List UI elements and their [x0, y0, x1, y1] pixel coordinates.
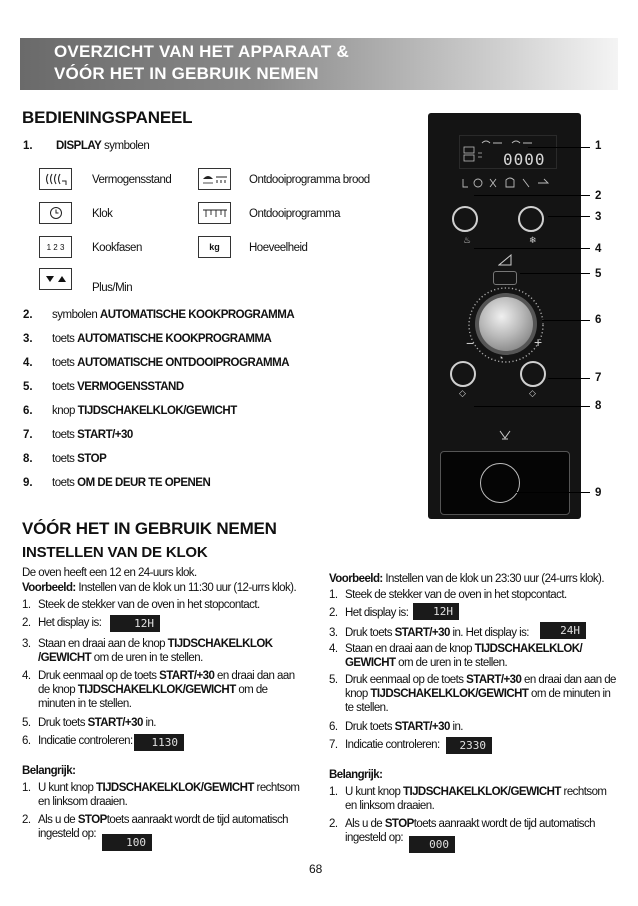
lcd-display-12h: 12H: [413, 603, 459, 620]
step-number: 3.: [329, 627, 338, 639]
callout-line: [520, 273, 590, 274]
note-number: 2.: [22, 814, 31, 826]
example-12h: Voorbeeld: Instellen van de klok un 11:30 uur (12-urrs klok).: [22, 582, 297, 594]
start-glyph-icon: ◇: [459, 388, 466, 398]
callout-line: [516, 492, 590, 493]
step-number: 4.: [22, 670, 31, 682]
callout-line: [474, 195, 590, 196]
control-panel-illustration: [428, 113, 581, 519]
note-text: U kunt knop TIJDSCHAKELKLOK/GEWICHT rechtsom en linksom draaien.: [38, 782, 300, 808]
item-power-button: toets VERMOGENSSTAND: [52, 381, 184, 393]
knob-minus-icon: −: [466, 335, 475, 351]
callout-line: [548, 378, 590, 379]
item-number: 4.: [23, 357, 33, 369]
step-text: Steek de stekker van de oven in het stopcontact.: [345, 589, 567, 601]
auto-cook-glyph-icon: ♨: [463, 235, 472, 245]
item-stop-button: toets STOP: [52, 453, 107, 465]
section-title-control-panel: BEDIENINGSPANEEL: [22, 108, 193, 127]
cooking-stages-icon: 1 2 3: [39, 236, 72, 258]
weight-icon: kg: [198, 236, 231, 258]
note-text: Als u de STOPtoets aanraakt wordt de tijd automatisch ingesteld op:: [38, 814, 288, 840]
bread-defrost-icon: [198, 168, 231, 190]
start-button[interactable]: [450, 361, 476, 387]
item-auto-cook-button: toets AUTOMATISCHE KOOKPROGRAMMA: [52, 333, 272, 345]
step-text: Druk toets START/+30 in.: [345, 721, 463, 733]
item-start-button: toets START/+30: [52, 429, 133, 441]
knob-plus-icon: +: [534, 334, 543, 350]
step-number: 2.: [22, 617, 31, 629]
callout-line: [474, 248, 590, 249]
panel-display-readout: 0000: [503, 150, 546, 169]
item-auto-defrost-button: toets AUTOMATISCHE ONTDOOIPROGRAMMA: [52, 357, 290, 369]
important-title: Belangrijk:: [329, 769, 383, 781]
symbol-label-plus-min: Plus/Min: [92, 282, 133, 294]
callout-5: 5: [595, 268, 602, 280]
lcd-display-000: 000: [409, 836, 455, 853]
callout-line: [548, 216, 590, 217]
note-text: Als u de STOPtoets aanraakt wordt de tijd automatisch ingesteld op:: [345, 818, 595, 844]
callout-9: 9: [595, 487, 602, 499]
lcd-display-12h: 12H: [110, 615, 160, 632]
note-number: 1.: [329, 786, 338, 798]
callout-6: 6: [595, 314, 602, 326]
important-title: Belangrijk:: [22, 765, 76, 777]
auto-defrost-glyph-icon: ❄: [529, 235, 537, 245]
callout-1: 1: [595, 140, 602, 152]
chapter-header: [20, 38, 618, 90]
step-number: 6.: [22, 735, 31, 747]
step-number: 5.: [329, 674, 338, 686]
symbol-label-bread-defrost: Ontdooiprogramma brood: [249, 174, 370, 186]
section-title-before-use: VÓÓR HET IN GEBRUIK NEMEN: [22, 519, 277, 538]
power-level-icon: [498, 254, 512, 266]
step-text: Het display is:: [345, 607, 409, 619]
lcd-display-1130: 1130: [134, 734, 184, 751]
step-number: 5.: [22, 717, 31, 729]
callout-line: [474, 406, 590, 407]
note-number: 1.: [22, 782, 31, 794]
symbol-label-clock: Klok: [92, 208, 113, 220]
start-indicator-icon: ◔: [498, 353, 504, 363]
symbol-label-power: Vermogensstand: [92, 174, 172, 186]
lcd-display-2330: 2330: [446, 737, 492, 754]
item-number: 1.: [23, 140, 33, 152]
step-text: Druk eenmaal op de toets START/+30 en draai dan aan de knop TIJDSCHAKELKLOK/GEWICHT om de minuten in te stellen.: [345, 674, 616, 714]
step-number: 1.: [329, 589, 338, 601]
step-text: Druk toets START/+30 in.: [38, 717, 156, 729]
step-text: Druk eenmaal op de toets START/+30 en draai dan aan de knop TIJDSCHAKELKLOK/GEWICHT om de minuten in te stellen.: [38, 670, 295, 710]
item-auto-cook-symbols: symbolen AUTOMATISCHE KOOKPROGRAMMA: [52, 309, 295, 321]
auto-program-symbols-icon: [460, 176, 552, 190]
step-number: 2.: [329, 607, 338, 619]
lcd-display-24h: 24H: [540, 622, 586, 639]
callout-4: 4: [595, 243, 602, 255]
auto-defrost-button[interactable]: [518, 206, 544, 232]
callout-line: [528, 147, 590, 148]
callout-3: 3: [595, 211, 602, 223]
stop-button[interactable]: [520, 361, 546, 387]
clock-icon: [39, 202, 72, 224]
item-door-button: toets OM DE DEUR TE OPENEN: [52, 477, 211, 489]
step-text: Het display is:: [38, 617, 102, 629]
item-number: 8.: [23, 453, 33, 465]
step-number: 1.: [22, 599, 31, 611]
callout-2: 2: [595, 190, 602, 202]
symbol-label-quantity: Hoeveelheid: [249, 242, 308, 254]
callout-8: 8: [595, 400, 602, 412]
auto-cook-button[interactable]: [452, 206, 478, 232]
chapter-title-line-1: OVERZICHT VAN HET APPARAAT &: [54, 42, 349, 61]
note-text: U kunt knop TIJDSCHAKELKLOK/GEWICHT rechtsom en linksom draaien.: [345, 786, 607, 812]
step-number: 4.: [329, 643, 338, 655]
subsection-title-set-clock: INSTELLEN VAN DE KLOK: [22, 544, 208, 561]
step-text: Staan en draai aan de knop TIJDSCHAKELKLOK /GEWICHT om de uren in te stellen.: [38, 638, 273, 664]
example-24h: Voorbeeld: Instellen van de klok un 23:30 uur (24-urrs klok).: [329, 573, 604, 585]
item-number: 6.: [23, 405, 33, 417]
defrost-icon: [198, 202, 231, 224]
plus-minus-arrows-icon: [39, 268, 72, 290]
page-number: 68: [309, 862, 323, 876]
clock-intro: De oven heeft een 12 en 24-uurs klok.: [22, 567, 197, 579]
step-text: Staan en draai aan de knop TIJDSCHAKELKLOK/ GEWICHT om de uren in te stellen.: [345, 643, 583, 669]
step-text: Druk toets START/+30 in. Het display is:: [345, 627, 529, 639]
item-timer-weight-knob: knop TIJDSCHAKELKLOK/GEWICHT: [52, 405, 237, 417]
stop-glyph-icon: ◇: [529, 388, 536, 398]
step-number: 7.: [329, 739, 338, 751]
note-number: 2.: [329, 818, 338, 830]
symbol-label-stages: Kookfasen: [92, 242, 142, 254]
item-number: 2.: [23, 309, 33, 321]
step-number: 6.: [329, 721, 338, 733]
symbol-label-defrost: Ontdooiprogramma: [249, 208, 341, 220]
door-open-button-ring: [480, 463, 520, 503]
chapter-title-line-2: VÓÓR HET IN GEBRUIK NEMEN: [54, 64, 319, 83]
item-number: 9.: [23, 477, 33, 489]
power-button[interactable]: [493, 271, 517, 285]
timer-weight-knob[interactable]: [479, 297, 533, 351]
step-text: Steek de stekker van de oven in het stopcontact.: [38, 599, 260, 611]
step-text: Indicatie controleren:: [38, 735, 133, 747]
power-waves-icon: [39, 168, 72, 190]
step-text: Indicatie controleren:: [345, 739, 440, 751]
step-number: 3.: [22, 638, 31, 650]
item-number: 5.: [23, 381, 33, 393]
item-number: 7.: [23, 429, 33, 441]
lcd-display-100: 100: [102, 834, 152, 851]
item-number: 3.: [23, 333, 33, 345]
callout-7: 7: [595, 372, 602, 384]
item-display-symbols: DISPLAY symbolen: [56, 140, 150, 152]
door-open-icon: [498, 429, 512, 441]
callout-line: [542, 320, 590, 321]
